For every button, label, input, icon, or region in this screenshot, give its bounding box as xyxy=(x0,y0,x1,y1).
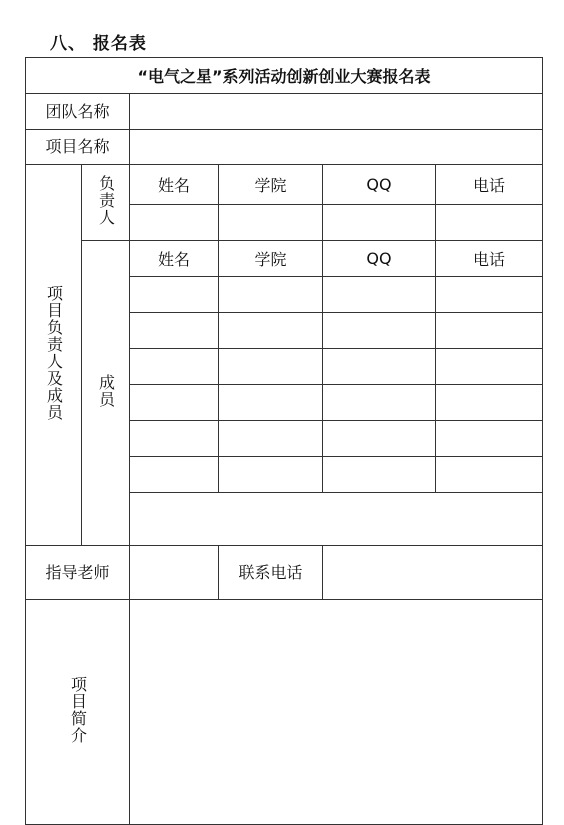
members-col-college: 学院 xyxy=(219,241,323,277)
member-phone-field[interactable] xyxy=(436,277,543,313)
member-college-field[interactable] xyxy=(219,457,323,493)
leader-phone-field[interactable] xyxy=(436,205,543,241)
contact-phone-field[interactable] xyxy=(323,546,543,600)
leader-col-qq: QQ xyxy=(323,165,436,205)
project-name-field[interactable] xyxy=(130,130,543,165)
team-name-label: 团队名称 xyxy=(26,94,130,130)
intro-field[interactable] xyxy=(130,600,543,825)
member-qq-field[interactable] xyxy=(323,277,436,313)
members-col-name: 姓名 xyxy=(130,241,219,277)
member-qq-field[interactable] xyxy=(323,457,436,493)
members-header-row xyxy=(26,241,543,277)
member-college-field[interactable] xyxy=(219,277,323,313)
registration-form-table xyxy=(25,57,543,825)
leader-name-field[interactable] xyxy=(130,205,219,241)
member-phone-field[interactable] xyxy=(436,457,543,493)
member-college-field[interactable] xyxy=(219,349,323,385)
leader-label: 负责人 xyxy=(82,165,130,241)
member-spacer xyxy=(130,493,543,546)
leader-col-phone: 电话 xyxy=(436,165,543,205)
advisor-label: 指导老师 xyxy=(26,546,130,600)
section-heading: 八、 报名表 xyxy=(50,34,147,54)
project-name-row xyxy=(26,130,543,165)
member-phone-field[interactable] xyxy=(436,421,543,457)
team-name-row xyxy=(26,94,543,130)
member-name-field[interactable] xyxy=(130,349,219,385)
leader-qq-field[interactable] xyxy=(323,205,436,241)
leader-header-row xyxy=(26,165,543,205)
member-qq-field[interactable] xyxy=(323,349,436,385)
member-college-field[interactable] xyxy=(219,313,323,349)
member-name-field[interactable] xyxy=(130,277,219,313)
contact-phone-label: 联系电话 xyxy=(219,546,323,600)
member-name-field[interactable] xyxy=(130,385,219,421)
member-name-field[interactable] xyxy=(130,421,219,457)
form-title-row xyxy=(26,58,543,94)
members-label: 成员 xyxy=(82,241,130,546)
member-college-field[interactable] xyxy=(219,421,323,457)
member-qq-field[interactable] xyxy=(323,421,436,457)
member-name-field[interactable] xyxy=(130,313,219,349)
members-section-label: 项目负责人及成员 xyxy=(26,165,82,546)
member-phone-field[interactable] xyxy=(436,349,543,385)
intro-label: 项目简介 xyxy=(26,600,130,825)
team-name-field[interactable] xyxy=(130,94,543,130)
member-phone-field[interactable] xyxy=(436,313,543,349)
member-qq-field[interactable] xyxy=(323,313,436,349)
member-qq-field[interactable] xyxy=(323,385,436,421)
form-title: “电气之星”系列活动创新创业大赛报名表 xyxy=(26,58,543,94)
leader-college-field[interactable] xyxy=(219,205,323,241)
project-name-label: 项目名称 xyxy=(26,130,130,165)
intro-row xyxy=(26,600,543,825)
members-col-phone: 电话 xyxy=(436,241,543,277)
advisor-row xyxy=(26,546,543,600)
members-col-qq: QQ xyxy=(323,241,436,277)
leader-col-name: 姓名 xyxy=(130,165,219,205)
member-name-field[interactable] xyxy=(130,457,219,493)
advisor-name-field[interactable] xyxy=(130,546,219,600)
leader-col-college: 学院 xyxy=(219,165,323,205)
member-phone-field[interactable] xyxy=(436,385,543,421)
member-college-field[interactable] xyxy=(219,385,323,421)
